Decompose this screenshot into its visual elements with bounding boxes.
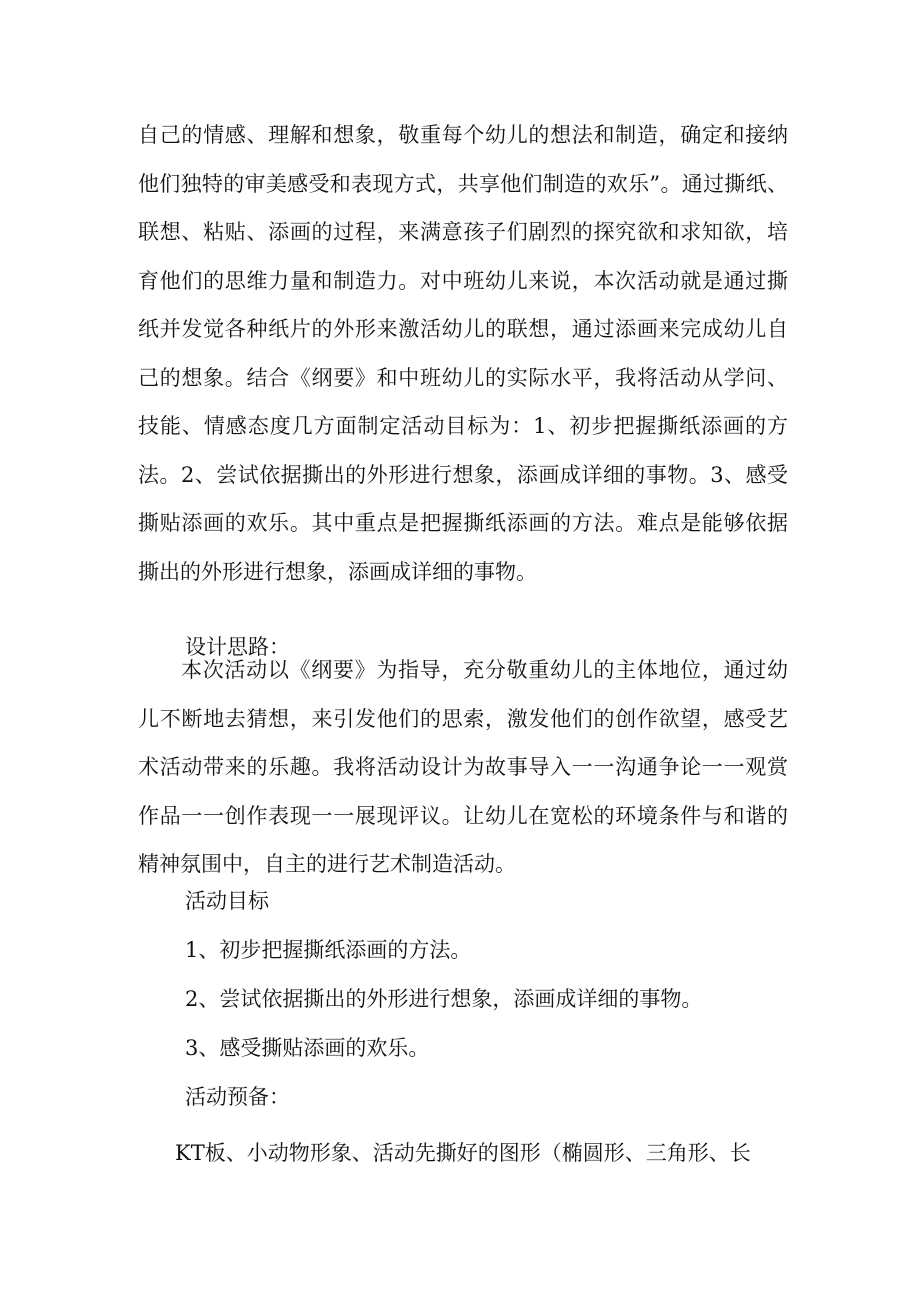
list-item: 3、感受撕贴添画的欢乐。 bbox=[185, 1036, 430, 1060]
list-item: 2、尝试依据撕出的外形进行想象，添画成详细的事物。 bbox=[185, 987, 703, 1011]
body-paragraph: KT板、小动物形象、活动先撕好的图形（椭圆形、三角形、长 bbox=[175, 1141, 751, 1165]
section-heading-goals: 活动目标 bbox=[185, 889, 269, 913]
body-paragraph: 自己的情感、理解和想象，敬重每个幼儿的想法和制造，确定和接纳他们独特的审美感受和表现方式，共享他们制造的欢乐”。通过撕纸、联想、粘贴、添画的过程，来满意孩子们剧烈的探究欲和求知欲，培育他们的思维力量和制造力。对中班幼儿来说，本次活动就是通过撕纸并发觉各种纸片的外形来激活幼儿的联想，通过添画来完成幼儿自己的想象。结合《纲要》和中班幼儿的实际水平，我将活动从学问、技能、情感态度几方面制定活动目标为：1、初步把握撕纸添画的方法。2、尝试依据撕出的外形进行想象，添画成详细的事物。3、感受撕贴添画的欢乐。其中重点是把握撕纸添画的方法。难点是能够依据撕出的外形进行想象，添画成详细的事物。 bbox=[138, 123, 788, 584]
body-paragraph: 本次活动以《纲要》为指导，充分敬重幼儿的主体地位，通过幼儿不断地去猜想，来引发他们的思索，激发他们的创作欲望，感受艺术活动带来的乐趣。我将活动设计为故事导入一一沟通争论一一观赏作品一一创作表现一一展现评议。让幼儿在宽松的环境条件与和谐的精神氛围中，自主的进行艺术制造活动。 bbox=[138, 658, 788, 876]
section-heading-design: 设计思路： bbox=[185, 635, 290, 659]
section-heading-prep: 活动预备： bbox=[185, 1085, 290, 1109]
list-item: 1、初步把握撕纸添画的方法。 bbox=[185, 938, 472, 962]
